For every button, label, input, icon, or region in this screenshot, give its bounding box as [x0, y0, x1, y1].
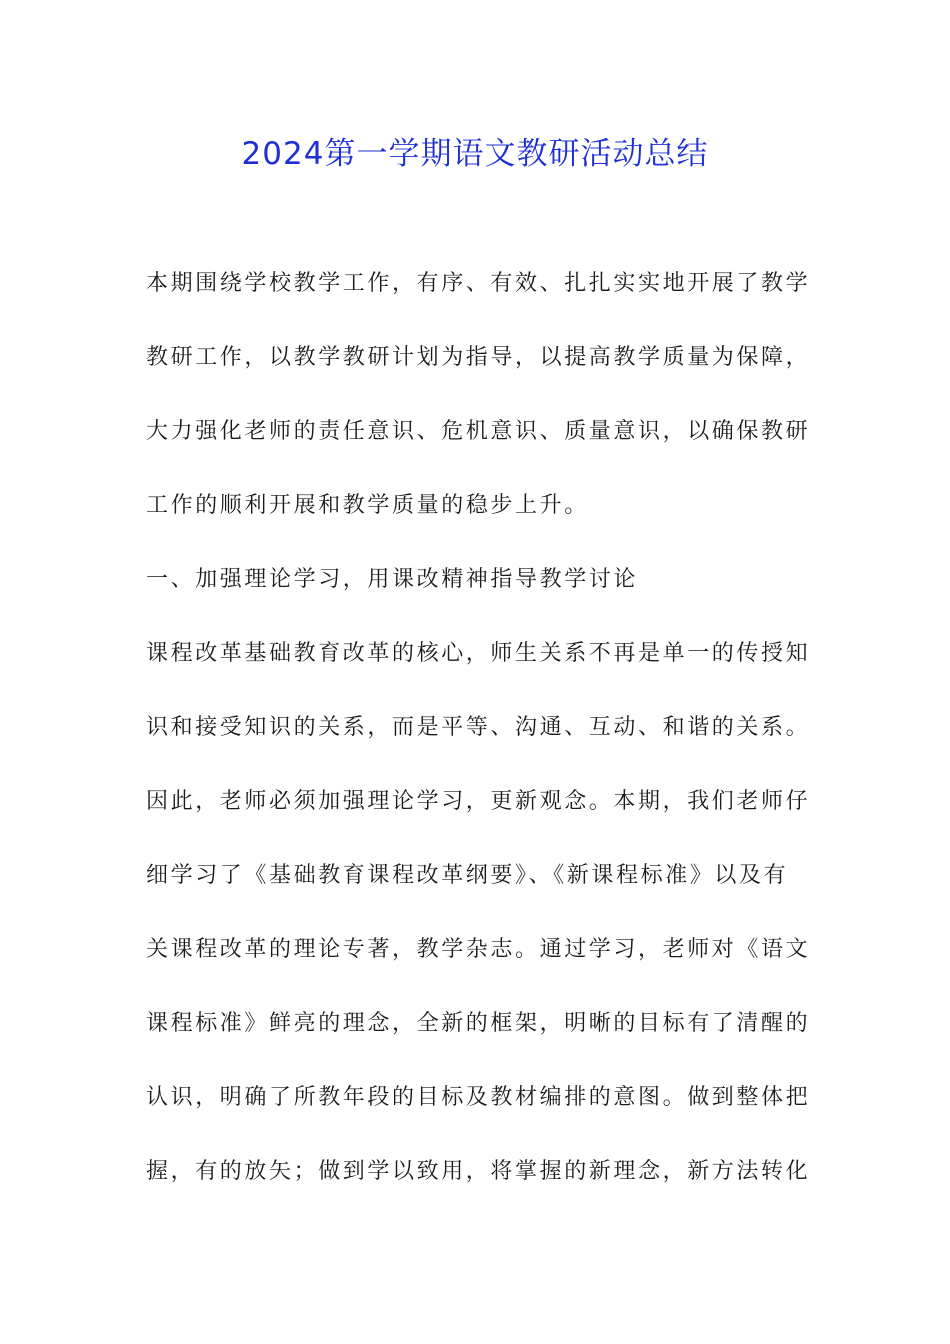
document-body [146, 260, 811, 1222]
paragraph-line: 认识，明确了所教年段的目标及教材编排的意图。做到整体把 [146, 1085, 811, 1110]
paragraph-line: 本期围绕学校教学工作，有序、有效、扎扎实实地开展了教学 [146, 271, 811, 296]
paragraph-line: 课程改革基础教育改革的核心，师生关系不再是单一的传授知 [146, 641, 811, 666]
paragraph-line: 课程标准》鲜亮的理念，全新的框架，明晰的目标有了清醒的 [146, 1011, 811, 1036]
paragraph-line: 因此，老师必须加强理论学习，更新观念。本期，我们老师仔 [146, 789, 811, 814]
paragraph-line: 关课程改革的理论专著，教学杂志。通过学习，老师对《语文 [146, 937, 811, 962]
paragraph-line: 细学习了《基础教育课程改革纲要》、《新课程标准》以及有 [146, 863, 789, 888]
paragraph-line: 识和接受知识的关系，而是平等、沟通、互动、和谐的关系。 [146, 715, 811, 740]
paragraph-line: 工作的顺利开展和教学质量的稳步上升。 [146, 493, 589, 518]
document-title: 2024第一学期语文教研活动总结 [241, 136, 709, 172]
paragraph-line: 教研工作，以教学教研计划为指导，以提高教学质量为保障， [146, 345, 811, 370]
section-heading: 一、加强理论学习，用课改精神指导教学讨论 [146, 567, 639, 592]
paragraph-line: 握，有的放矢；做到学以致用，将掌握的新理念，新方法转化 [146, 1159, 811, 1184]
paragraph-line: 大力强化老师的责任意识、危机意识、质量意识，以确保教研 [146, 419, 811, 444]
